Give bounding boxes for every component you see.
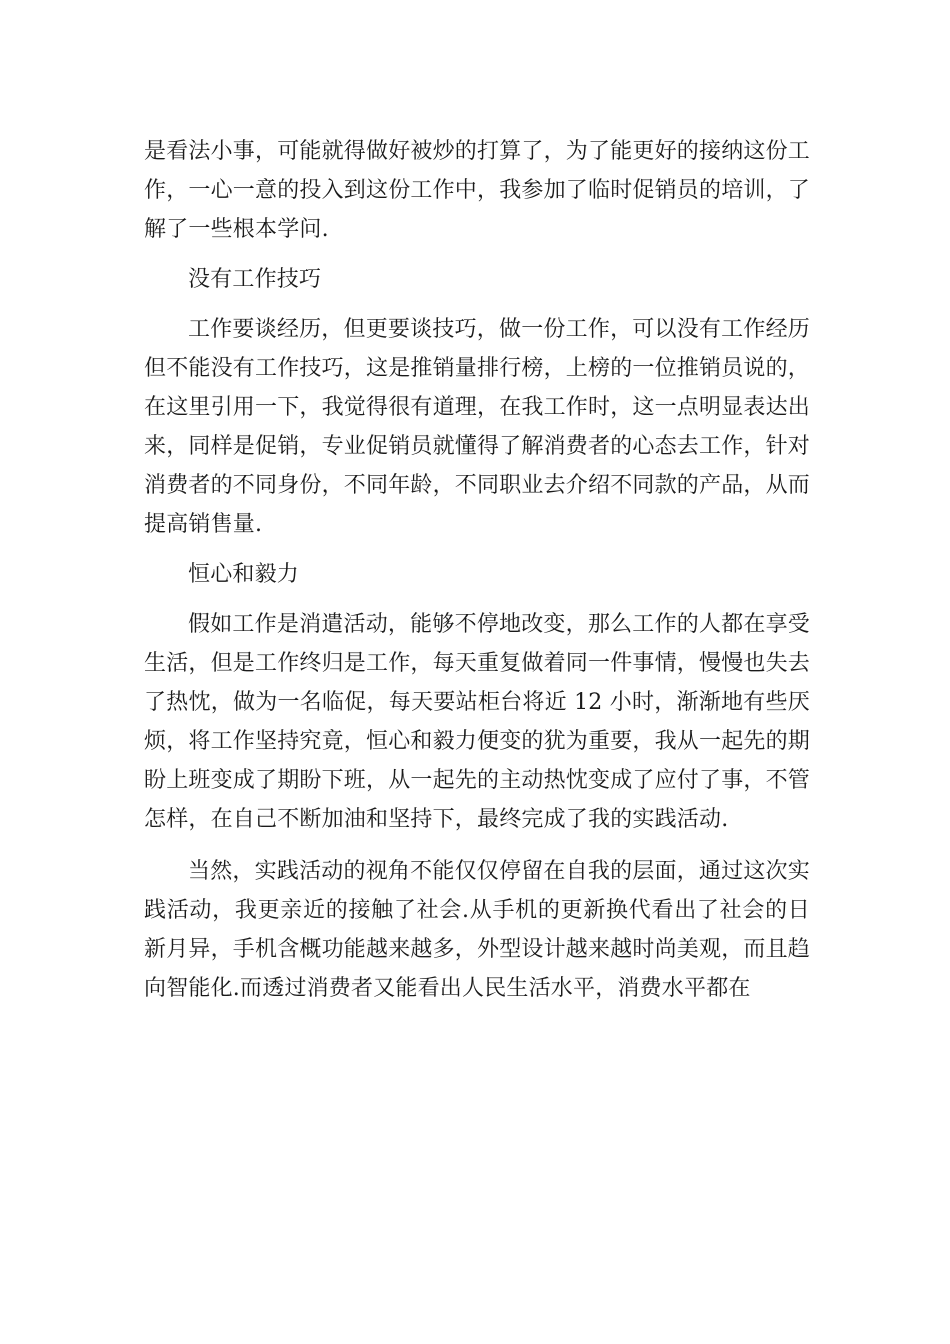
document-page xyxy=(144,132,810,1008)
paragraph-continuation: 是看法小事，可能就得做好被炒的打算了，为了能更好的接纳这份工作，一心一意的投入到这份工作中，我参加了临时促销员的培训，了解了一些根本学问. xyxy=(144,139,811,242)
section-heading-work-skills: 没有工作技巧 xyxy=(188,267,322,292)
paragraph-social-practice: 当然，实践活动的视角不能仅仅停留在自我的层面，通过这次实践活动，我更亲近的接触了社会.从手机的更新换代看出了社会的日新月异，手机含概功能越来越多，外型设计越来越时尚美观，而且趋向智能化.而透过消费者又能看出人民生活水平，消费水平都在 xyxy=(144,859,811,1001)
paragraph-perseverance: 假如工作是消遣活动，能够不停地改变，那么工作的人都在享受生活，但是工作终归是工作，每天重复做着同一件事情，慢慢也失去了热忱，做为一名临促，每天要站柜台将近 12 小时，渐渐地有些厌烦，将工作坚持究竟，恒心和毅力便变的犹为重要，我从一起先的期盼上班变成了期盼下班，从一起先的主动热忱变成了应付了事，不管怎样，在自己不断加油和坚持下，最终完成了我的实践活动. xyxy=(144,612,811,832)
paragraph-work-skills: 工作要谈经历，但更要谈技巧，做一份工作，可以没有工作经历但不能没有工作技巧，这是推销量排行榜，上榜的一位推销员说的，在这里引用一下，我觉得很有道理，在我工作时，这一点明显表达出来，同样是促销，专业促销员就懂得了解消费者的心态去工作，针对消费者的不同身份，不同年龄，不同职业去介绍不同款的产品，从而提高销售量. xyxy=(144,317,811,537)
section-heading-perseverance: 恒心和毅力 xyxy=(188,562,300,587)
